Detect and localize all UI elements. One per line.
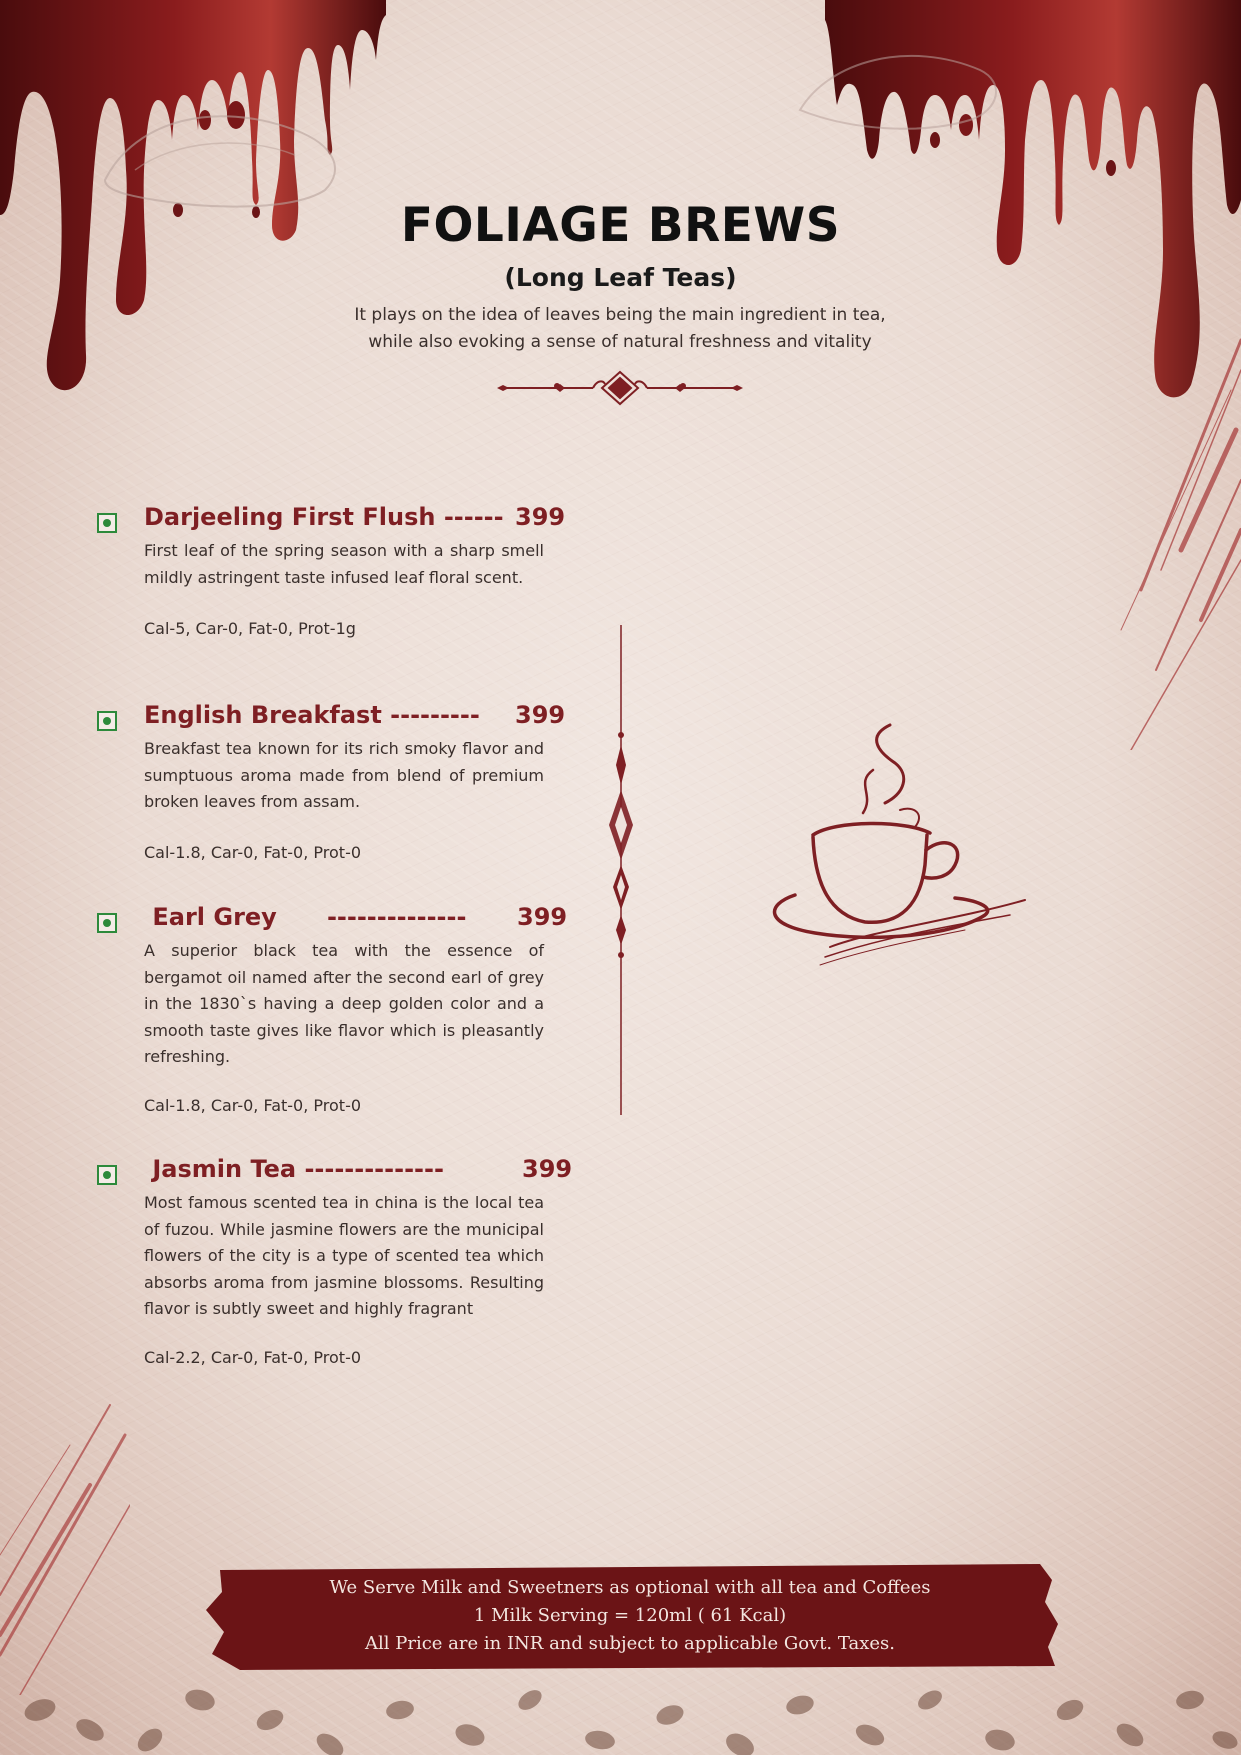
tagline-line: It plays on the idea of leaves being the main ingredient in tea,: [354, 305, 886, 325]
item-price: 399: [515, 503, 566, 531]
sketch-decoration: [95, 60, 355, 220]
tea-cup-icon: [755, 715, 1035, 1005]
vertical-ornament-divider: [596, 625, 646, 1115]
item-price: 399: [522, 1155, 573, 1183]
veg-indicator-icon: [97, 711, 117, 731]
ornament-divider-icon: [497, 368, 743, 408]
item-nutrition: Cal-5, Car-0, Fat-0, Prot-1g: [144, 619, 356, 638]
sketch-decoration: [790, 20, 1010, 140]
item-description: Most famous scented tea in china is the local tea of fuzou. While jasmine flowers are the municipal flowers of the city is a type of scented tea which absorbs aroma from jasmine blossoms. Resulting flavor is subtly sweet and highly fragrant: [144, 1193, 544, 1318]
item-description: First leaf of the spring season with a sharp smell mildly astringent taste infused leaf floral scent.: [144, 541, 544, 587]
footer-line: We Serve Milk and Sweetners as optional with all tea and Coffees: [329, 1577, 931, 1598]
item-description: A superior black tea with the essence of bergamot oil named after the second earl of grey in the 1830`s having a deep golden color and a smooth taste gives like flavor which is pleasantly refreshing.: [144, 941, 544, 1066]
veg-indicator-icon: [97, 913, 117, 933]
footer-line: All Price are in INR and subject to applicable Govt. Taxes.: [365, 1633, 895, 1654]
item-nutrition: Cal-1.8, Car-0, Fat-0, Prot-0: [144, 843, 362, 862]
item-nutrition: Cal-1.8, Car-0, Fat-0, Prot-0: [144, 1096, 362, 1115]
item-description: Breakfast tea known for its rich smoky flavor and sumptuous aroma made from blend of premium broken leaves from assam.: [144, 739, 544, 811]
page-subtitle: (Long Leaf Teas): [504, 263, 737, 292]
veg-indicator-icon: [97, 1165, 117, 1185]
item-nutrition: Cal-2.2, Car-0, Fat-0, Prot-0: [144, 1348, 362, 1367]
item-name: Earl Grey --------------: [144, 903, 467, 931]
brush-streaks-decoration: [1101, 330, 1241, 750]
item-price: 399: [517, 903, 568, 931]
footer-line: 1 Milk Serving = 120ml ( 61 Kcal): [473, 1605, 787, 1626]
item-name: Jasmin Tea --------------: [144, 1155, 444, 1183]
veg-indicator-icon: [97, 513, 117, 533]
tagline: [320, 302, 920, 356]
tagline-line: while also evoking a sense of natural freshness and vitality: [368, 332, 872, 352]
page-title: FOLIAGE BREWS: [400, 198, 841, 253]
item-name: English Breakfast ---------: [144, 701, 480, 729]
item-name: Darjeeling First Flush ------: [144, 503, 504, 531]
footer-notice: [200, 1574, 1060, 1658]
item-price: 399: [515, 701, 566, 729]
